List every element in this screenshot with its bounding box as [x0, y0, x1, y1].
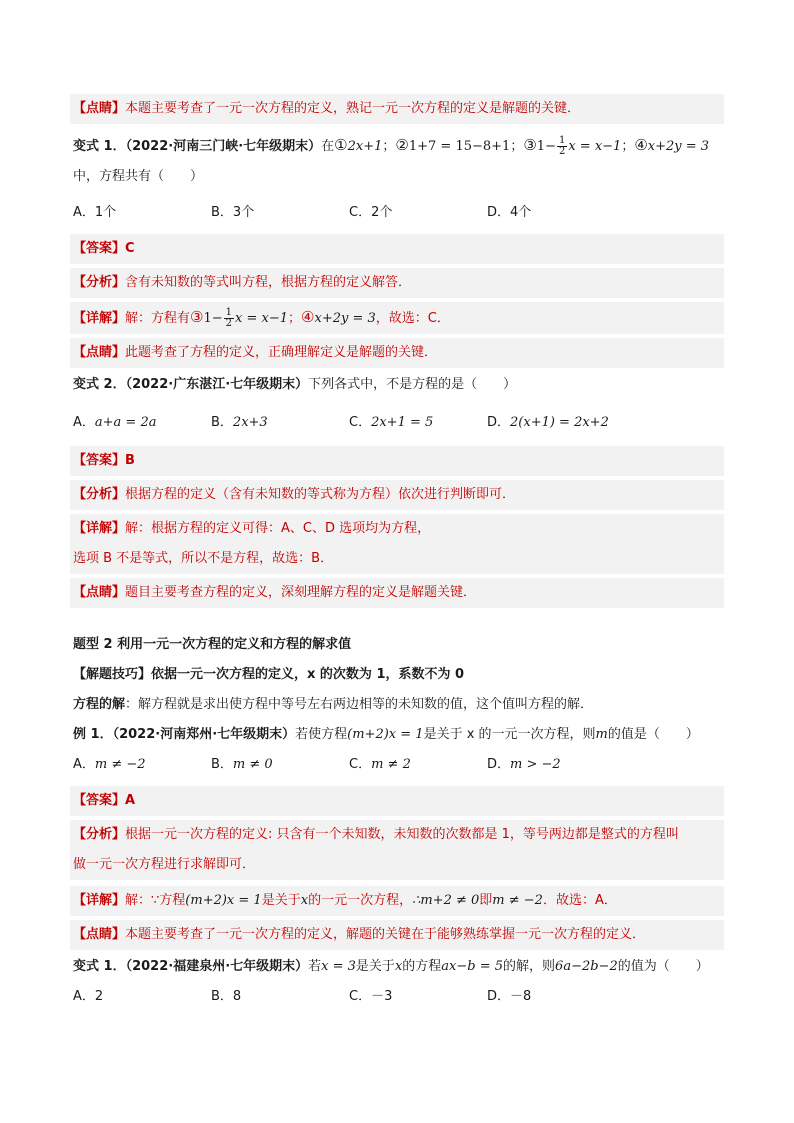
circled-number: ②: [395, 136, 409, 154]
section-title: [70, 630, 724, 660]
fraction: [557, 136, 567, 157]
question-text: 是关于 x 的一元一次方程，则: [423, 727, 596, 742]
question-source: （2022·广东湛江·七年级期末）: [125, 377, 309, 392]
detail-row-continued: [70, 544, 724, 574]
math-expression: 1+7 = 15−8+1: [408, 139, 511, 154]
question-source: （2022·河南郑州·七年级期末）: [112, 727, 296, 742]
detail-row: [70, 514, 724, 544]
option-d: [487, 413, 625, 433]
detail-text: 解：∵方程: [125, 893, 186, 908]
option-c: [349, 413, 487, 433]
tip-row: [70, 920, 724, 950]
math-variable: x: [394, 959, 403, 974]
question-row: [70, 130, 724, 162]
technique-text: 依据一元一次方程的定义，x 的次数为 1，系数不为 0: [151, 667, 465, 682]
math-expression: m ≠ −2: [94, 757, 146, 772]
detail-text: ．故选：A．: [542, 893, 617, 908]
math-expression: x+2y = 3: [314, 311, 376, 326]
separator: ；: [288, 311, 302, 326]
analysis-row: [70, 820, 724, 850]
tip-tag: 【点睛】: [73, 585, 126, 600]
option-letter: A．: [73, 757, 95, 772]
math-expression: 1−: [203, 311, 223, 326]
math-expression: ax−b = 5: [441, 959, 504, 974]
option-d: [487, 755, 625, 775]
tip-tag: 【点睛】: [73, 345, 126, 360]
tip-tag: 【点睛】: [73, 101, 126, 116]
math-expression: m ≠ 2: [371, 757, 411, 772]
answer-row: [70, 234, 724, 264]
question-source: （2022·河南三门峡·七年级期末）: [125, 139, 322, 154]
analysis-text: 含有未知数的等式叫方程，根据方程的定义解答．: [125, 275, 412, 290]
math-variable: x: [300, 893, 309, 908]
detail-text: 的一元一次方程，: [308, 893, 413, 908]
separator: ；: [510, 139, 524, 154]
detail-row: [70, 886, 724, 916]
section-heading: 题型 2 利用一元一次方程的定义和方程的解求值: [73, 637, 352, 652]
answer-tag: 【答案】: [73, 453, 126, 468]
question-text: 在: [321, 139, 335, 154]
question-label: 变式 1．: [73, 139, 126, 154]
tip-text: 本题主要考查了一元一次方程的定义，熟记一元一次方程的定义是解题的关键．: [125, 101, 581, 116]
tip-row: [70, 94, 724, 124]
question-row: [70, 720, 724, 750]
tip-text: 题目主要考查方程的定义，深刻理解方程的定义是解题关键．: [125, 585, 477, 600]
tip-text: 本题主要考查了一元一次方程的定义，解题的关键在于能够熟练掌握一元一次方程的定义．: [125, 927, 646, 942]
math-expression: (m+2)x = 1: [185, 893, 262, 908]
analysis-text: 根据一元一次方程的定义: 只含有一个未知数，未知数的次数都是 1，等号两边都是整式的方程叫: [125, 827, 679, 842]
analysis-row: [70, 480, 724, 510]
option-a: A．1个: [73, 205, 117, 220]
detail-text: 选项 B 不是等式，所以不是方程，故选：B．: [73, 551, 334, 566]
option-a: A．2: [73, 989, 104, 1004]
math-expression: (m+2)x = 1: [347, 727, 424, 742]
analysis-text: 根据方程的定义（含有未知数的等式称为方程）依次进行判断即可．: [125, 487, 516, 502]
option-a: [73, 413, 211, 433]
option-b: B．3个: [211, 205, 255, 220]
detail-row: [70, 302, 724, 334]
answer-row: [70, 446, 724, 476]
option-letter: C．: [349, 415, 372, 430]
fraction-numerator: 1: [225, 307, 233, 318]
option-letter: B．: [211, 757, 233, 772]
option-d: D．－8: [487, 989, 532, 1004]
option-c: C．－3: [349, 989, 393, 1004]
option-letter: D．: [487, 415, 511, 430]
tip-row: [70, 578, 724, 608]
math-expression: m > −2: [510, 757, 561, 772]
option-letter: B．: [211, 415, 233, 430]
options-row: [70, 750, 724, 780]
option-c: [349, 755, 487, 775]
option-letter: D．: [487, 757, 511, 772]
analysis-tag: 【分析】: [73, 275, 126, 290]
math-expression: a+a = 2a: [94, 415, 157, 430]
answer-value: B: [125, 453, 135, 468]
math-variable: m: [595, 727, 608, 742]
tip-row: [70, 338, 724, 368]
definition-text: ：解方程就是求出使方程中等号左右两边相等的未知数的值，这个值叫方程的解．: [125, 697, 594, 712]
options-row: [70, 198, 724, 228]
answer-value: C: [125, 241, 135, 256]
question-text: 是关于: [355, 959, 395, 974]
detail-text: 解：方程有: [125, 311, 191, 326]
question-label: 变式 1．: [73, 959, 126, 974]
option-a: [73, 755, 211, 775]
detail-text: ，故选：C．: [375, 311, 450, 326]
technique-tag: 【解题技巧】: [73, 667, 152, 682]
analysis-tag: 【分析】: [73, 487, 126, 502]
question-text: 的值为（ ）: [617, 959, 709, 974]
question-text: 下列各式中，不是方程的是（ ）: [308, 377, 517, 392]
question-label: 变式 2．: [73, 377, 126, 392]
options-row: [70, 408, 724, 438]
option-b: [211, 755, 349, 775]
separator: ；: [621, 139, 635, 154]
options-row: [70, 982, 724, 1012]
option-letter: A．: [73, 415, 95, 430]
option-b: [211, 413, 349, 433]
circled-number: ①: [334, 136, 348, 154]
math-expression: 2(x+1) = 2x+2: [510, 415, 609, 430]
circled-number: ④: [634, 136, 648, 154]
option-b: B．8: [211, 989, 242, 1004]
tip-text: 此题考查了方程的定义，正确理解定义是解题的关键．: [125, 345, 438, 360]
math-expression: x = 3: [321, 959, 356, 974]
question-text: 若: [308, 959, 322, 974]
question-text: 的方程: [402, 959, 442, 974]
detail-text: 解：根据方程的定义可得：A、C、D 选项均为方程，: [125, 521, 431, 536]
technique-row: [70, 660, 724, 690]
math-expression: ∴m+2 ≠ 0: [412, 893, 480, 908]
question-source: （2022·福建泉州·七年级期末）: [125, 959, 309, 974]
definition-label: 方程的解: [73, 697, 126, 712]
math-expression: 2x+3: [232, 415, 268, 430]
detail-tag: 【详解】: [73, 521, 126, 536]
definition-row: [70, 690, 724, 720]
document-page: [70, 94, 724, 1012]
fraction-denominator: 2: [558, 146, 566, 157]
math-expression: 1−: [536, 139, 556, 154]
math-expression: 2x+1: [347, 139, 383, 154]
detail-text: 是关于: [261, 893, 301, 908]
question-text: 的解，则: [503, 959, 556, 974]
analysis-tag: 【分析】: [73, 827, 126, 842]
circled-number: ④: [301, 308, 315, 326]
answer-value: A: [125, 793, 136, 808]
fraction-denominator: 2: [225, 318, 233, 329]
question-text: 中，方程共有（ ）: [73, 169, 204, 184]
question-label: 例 1．: [73, 727, 113, 742]
answer-tag: 【答案】: [73, 793, 126, 808]
analysis-text: 做一元一次方程进行求解即可．: [73, 857, 256, 872]
math-expression: x = x−1: [568, 139, 622, 154]
option-d: D．4个: [487, 205, 532, 220]
math-expression: x+2y = 3: [647, 139, 710, 154]
circled-number: ③: [523, 136, 537, 154]
tip-tag: 【点睛】: [73, 927, 126, 942]
math-expression: x = x−1: [235, 311, 289, 326]
separator: ；: [382, 139, 396, 154]
math-expression: 2x+1 = 5: [371, 415, 434, 430]
answer-tag: 【答案】: [73, 241, 126, 256]
detail-tag: 【详解】: [73, 311, 126, 326]
math-expression: 6a−2b−2: [555, 959, 618, 974]
question-row-continued: [70, 162, 724, 192]
math-expression: m ≠ −2: [492, 893, 543, 908]
fraction: [224, 308, 234, 329]
detail-tag: 【详解】: [73, 893, 126, 908]
question-row: [70, 952, 724, 982]
math-expression: m ≠ 0: [232, 757, 273, 772]
analysis-row-continued: [70, 850, 724, 880]
answer-row: [70, 786, 724, 816]
circled-number: ③: [190, 308, 204, 326]
analysis-row: [70, 268, 724, 298]
option-c: C．2个: [349, 205, 393, 220]
fraction-numerator: 1: [558, 135, 566, 146]
question-text: 若使方程: [295, 727, 348, 742]
question-row: [70, 370, 724, 400]
question-text: 的值是（ ）: [607, 727, 699, 742]
option-letter: C．: [349, 757, 372, 772]
detail-text: 即: [479, 893, 493, 908]
